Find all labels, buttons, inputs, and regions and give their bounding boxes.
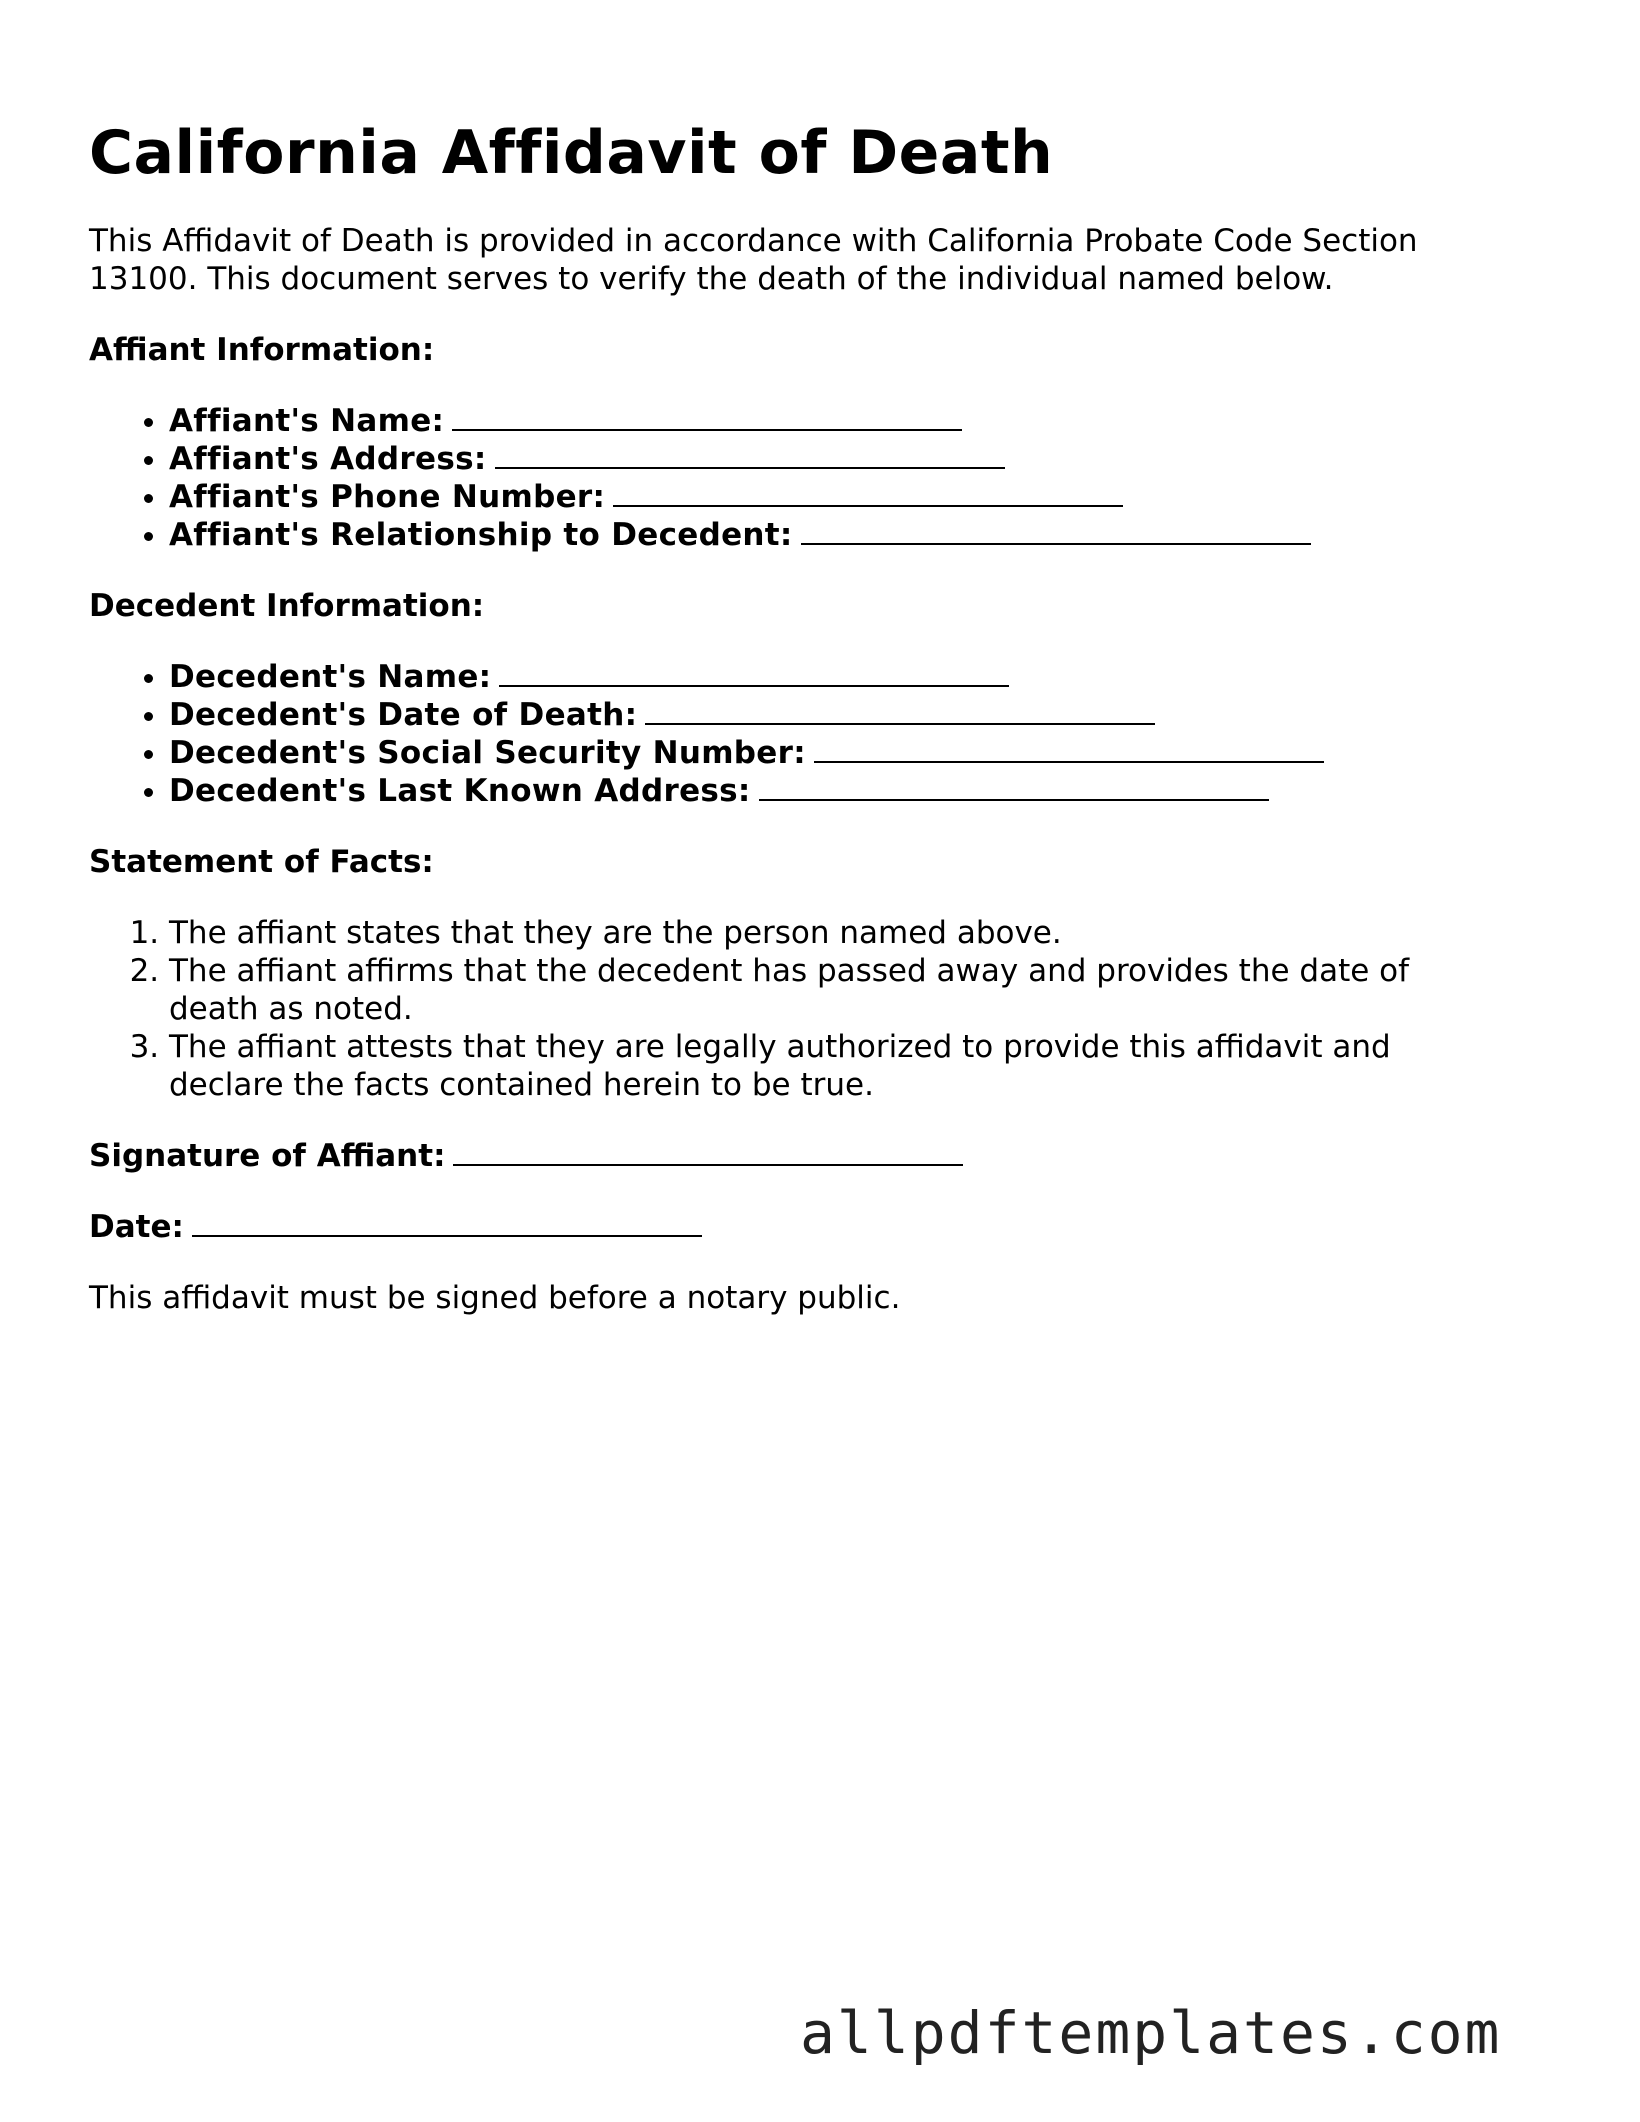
decedent-field-list	[89, 658, 1489, 810]
affiant-address-field	[169, 440, 1489, 478]
fact-item: 1. The affiant states that they are the person named above.	[169, 914, 1489, 952]
field-label: Affiant's Address:	[169, 441, 487, 477]
notary-notice: This affidavit must be signed before a notary public.	[89, 1280, 901, 1316]
fact-item: 2. The affiant affirms that the decedent has passed away and provides the date of death as noted.	[169, 952, 1489, 1028]
decedent-ssn-blank[interactable]	[814, 737, 1324, 763]
date-label: Date:	[89, 1209, 184, 1245]
decedent-section-heading: Decedent Information:	[89, 588, 485, 624]
document-page	[89, 108, 1489, 1350]
field-label: Affiant's Relationship to Decedent:	[169, 517, 793, 553]
signature-line	[89, 1137, 1489, 1175]
affiant-address-blank[interactable]	[495, 443, 1005, 469]
field-label: Affiant's Name:	[169, 403, 445, 439]
decedent-name-field	[169, 658, 1489, 696]
decedent-name-blank[interactable]	[499, 661, 1009, 687]
affiant-relationship-field	[169, 516, 1489, 554]
affiant-section-heading: Affiant Information:	[89, 332, 435, 368]
affiant-field-list	[89, 402, 1489, 554]
decedent-address-blank[interactable]	[759, 775, 1269, 801]
intro-paragraph: This Affidavit of Death is provided in accordance with California Probate Code Section 13100. This document serves to verify the death of the individual named below.	[89, 223, 1418, 297]
field-label: Decedent's Social Security Number:	[169, 735, 806, 771]
affiant-name-blank[interactable]	[452, 405, 962, 431]
signature-label: Signature of Affiant:	[89, 1138, 446, 1174]
signature-blank[interactable]	[453, 1140, 963, 1166]
field-label: Decedent's Name:	[169, 659, 492, 695]
affiant-relationship-blank[interactable]	[801, 519, 1311, 545]
watermark-text: allpdftemplates.com	[800, 1999, 1502, 2067]
date-line	[89, 1208, 1489, 1246]
decedent-address-field	[169, 772, 1489, 810]
facts-list	[89, 914, 1489, 1104]
decedent-date-of-death-field	[169, 696, 1489, 734]
decedent-ssn-field	[169, 734, 1489, 772]
date-blank[interactable]	[192, 1211, 702, 1237]
affiant-phone-field	[169, 478, 1489, 516]
field-label: Affiant's Phone Number:	[169, 479, 606, 515]
field-label: Decedent's Last Known Address:	[169, 773, 751, 809]
affiant-name-field	[169, 402, 1489, 440]
affiant-phone-blank[interactable]	[613, 481, 1123, 507]
field-label: Decedent's Date of Death:	[169, 697, 638, 733]
document-title: California Affidavit of Death	[89, 118, 1054, 188]
facts-section-heading: Statement of Facts:	[89, 844, 434, 880]
fact-item: 3. The affiant attests that they are legally authorized to provide this affidavit and declare the facts contained herein to be true.	[169, 1028, 1489, 1104]
decedent-date-of-death-blank[interactable]	[645, 699, 1155, 725]
